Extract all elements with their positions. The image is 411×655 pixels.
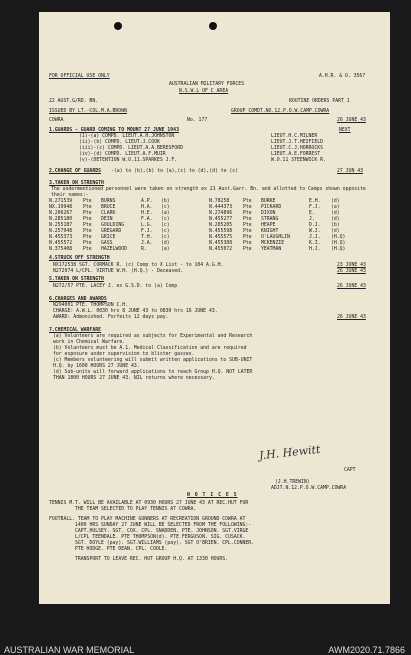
tos-cell: GRICE [101,235,116,240]
punch-hole [209,22,217,30]
tos-cell: MCKENZIE [261,241,285,246]
signatory-role: ADJT.N.12.P.O.W.CAMP.COWRA [271,486,347,491]
tos-cell: N.274896 [209,211,233,216]
notice-line: THE TEAM SELECTED TO PLAY TENNIS AT COWRA. [75,507,197,512]
tos-cell: Pte [83,205,92,210]
tos-cell: BURKE [261,199,276,204]
tos-cell: (a) [161,211,170,216]
chem-line: (a) Volunteers are required as subjects for Experimental and Research [53,334,253,339]
tos-cell: O'LAUGHLIN [261,235,290,240]
tos-cell: (c) [161,223,170,228]
issued-by: ISSUED BY LT.-COL.M.A.BROWN [49,109,127,114]
chem-line: H.Q. by 1600 HOURS 27 JUNE 43. [53,364,140,369]
tos-cell: DEIN [101,217,113,222]
tos-cell: (b) [161,199,170,204]
tos-cell: N.285180 [49,217,73,222]
tos-cell: N.455572 [49,241,73,246]
tos-cell: Pte [83,211,92,216]
signatory-name: (J.H.TREWIN) [275,480,310,485]
punch-hole [114,22,122,30]
chem-line: work in Chemical Warfare. [53,340,126,345]
section-guards-title: 1.GUARDS - GUARD COMING TO MOUNT 27 JUNE 1943 [49,128,179,133]
tos-cell: (d) [331,211,340,216]
tos-cell: BRUCE [101,205,116,210]
tos-cell: E. [309,211,315,216]
guard-right: LIEUT.J.T.HEIFIELD [271,140,323,145]
tos-cell: HAZELWOOD [101,247,127,252]
tos-cell: N.206267 [49,211,73,216]
tos-cell: J.A. [141,241,153,246]
tos-cell: (c) [161,235,170,240]
area-heading: N.S.W.L OF C AREA [179,89,229,94]
tos-cell: Pte [83,235,92,240]
tos-cell: (d) [161,241,170,246]
tos-cell: NX.19948 [49,205,73,210]
tos-cell: PICKARD [261,205,282,210]
tos-cell: (b) [331,223,340,228]
sos-date: 23 JUNE 43 [337,263,366,268]
section-tos-title: 3.TAKEN ON STRENGTH [49,181,104,186]
notice-line: TRANSPORT TO LEAVE REC. HUT GROUP H.Q. AT 1330 HOURS. [75,557,229,562]
tos-cell: N.455373 [49,235,73,240]
tos-intro: The undermentioned personnel were taken on strength ex 21 Aust.Garr. Bn. and allotted to Camps shown opposite their names:- [51,187,366,198]
tos-cell: N.205205 [209,223,233,228]
tos-cell: N.455072 [209,247,233,252]
chem-line: (c) Members volunteering will submit written applications to SUB-UNIT [53,358,253,363]
section-tos2-title: 5.TAKEN ON STRENGTH [49,277,104,282]
tos-cell: N.257048 [49,229,73,234]
tos-cell: L.G. [141,223,153,228]
sos-date-2: 26 JUNE 43 [337,269,366,274]
tos-cell: Pte [243,199,252,204]
charges-line: AWARD: Admonished. Forfeits 12 days pay. [53,315,169,320]
chem-line: (d) Sub-units will forward applications to reach Group H.Q. NOT LATER [53,370,253,375]
tos-cell: (c) [161,205,170,210]
tos-cell: J.J. [309,235,321,240]
sos-line: N272974 L/CPL. VIRTUE W.H. (H.Q.) - Deceased. [53,269,183,274]
guard-left: (1)-(a) COMPD. LIEUT.A.H.JOHNSTON [79,134,175,139]
change-date: 27 JUN 43 [337,169,363,174]
document-page [39,12,390,604]
notice-line: L/CPL TEENDALE. PTE THOMPSON(d). PTE FERGUSON. SIG. CUSACK. [75,535,246,540]
guard-right: LIEUT.H.C.MILNER [271,134,318,139]
place-name: COWRA [49,118,64,123]
tos-cell: W.J. [309,229,321,234]
guard-left: (v)-(DETENTION W.O.11.SPARKES J.F. [79,158,178,163]
notice-line: 1400 HRS SUNDAY 27 JUNE WILL BE SELECTED FROM THE FOLLOWING:- [75,523,252,528]
guard-right: LIEUT.C.J.HORROCKS [271,146,323,151]
orders-title: ROUTINE ORDERS PART 1 [289,99,350,104]
tos-cell: N.271539 [49,199,73,204]
caption-id: AWM2020.71.7866 [328,645,405,655]
tos-cell: T.H. [141,235,153,240]
sos-line: NX172538 SGT. CORMACK R. (c) Comp to X List - to 104 A.G.H. [53,263,224,268]
tos-cell: Pte [243,247,252,252]
tos-cell: (d) [331,199,340,204]
tos-cell: D.J. [309,223,321,228]
notice-line: PTE HODGE. PTE DEAN. CPL. COOLE. [75,547,168,552]
tos-cell: HEAPE [261,223,276,228]
tos-cell: K.I. [309,241,321,246]
tos-cell: (c) [161,217,170,222]
guard-left: (iv)-(d) COMPD. LIEUT.A.F.MUIR [79,152,166,157]
tos-cell: H.J. [309,247,321,252]
tos-cell: N.78258 [209,199,230,204]
tos-cell: R. [141,247,147,252]
notice-line: CAPT.HULSEY. SGT. COX. CPL. SNADDEN. PTE. JOHNSON. SGT.VIRGE [75,529,249,534]
tos-cell: (d) [331,217,340,222]
tos-cell: BURNS [101,199,116,204]
tos-cell: H.E. [141,211,153,216]
tos-cell: N.455308 [209,241,233,246]
tos-cell: N.455575 [209,235,233,240]
tos-cell: Pte [243,229,252,234]
official-use-label: FOR OFFICIAL USE ONLY [49,74,110,79]
order-number: No. 177 [187,118,208,123]
charges-line: N294001 PTE. THOMPSON C.H. [53,303,129,308]
tos-cell: Pte [83,229,92,234]
tos-cell: (d) [331,229,340,234]
guard-right: W.O.11 STEENWICK R. [271,158,326,163]
tos-cell: Pte [243,241,252,246]
tos-cell: N.444373 [209,205,233,210]
notice-line: TENNIS M.T. WILL BE AVAILABLE AT 0930 HOURS 27 JUNE 43 AT REC.HUT FOR [49,501,249,506]
notice-line: SGT. DOYLE (pay). SGT.WILLIAMS (pay). SGT O'BRIEN. CPL.CONNER. [75,541,255,546]
tos-cell: (H.Q) [331,241,346,246]
tos-cell: E.H. [309,199,321,204]
tos-cell: Pte [243,211,252,216]
notice-line: FOOTBALL. TEAM TO PLAY MACHINE GUNNERS AT RECREATION GROUND COWRA AT [49,517,246,522]
section-guards-next: NEXT [339,128,351,133]
tos-cell: (H.Q) [331,247,346,252]
caption-source: AUSTRALIAN WAR MEMORIAL [4,645,135,655]
forces-heading: AUSTRALIAN MILITARY FORCES [169,82,245,87]
tos-cell: YEATMAN [261,247,282,252]
tos-cell: Pte [83,241,92,246]
tos-cell: F.A. [141,217,153,222]
tos-cell: CLARK [101,211,116,216]
tos-cell: Pte [83,247,92,252]
tos-cell: J. [309,217,315,222]
tos-cell: Pte [243,217,252,222]
section-change-title: 2.CHANGE OF GUARDS [49,169,101,174]
tos-cell: N.455598 [209,229,233,234]
signature: J.H. Hewitt [258,442,321,463]
tos-cell: F.J. [309,205,321,210]
tos-cell: N.455277 [209,217,233,222]
change-text: -(a) to (b),(b) to (a),(c) to (d),(d) to (c) [111,169,239,174]
tos-cell: (H.Q) [331,235,346,240]
guard-left: (iii)-(c) COMPD. LIEUT.A.A.BERESFORD [79,146,183,151]
tos-cell: Pte [243,235,252,240]
tos-cell: Pte [83,217,92,222]
tos-cell: GASS [101,241,113,246]
tos-cell: GOULDING [101,223,125,228]
notices-title: N O T I C E S [187,493,238,498]
group-commandant: GROUP COMDT.NO.12.P.O.W.CAMP.COWRA [231,109,330,114]
unit-name: 22 AUST.G/RD. BN. [49,99,99,104]
caption-bar [0,604,411,653]
tos-cell: Pte [83,223,92,228]
chem-line: THAN 1800 HOURS 27 JUNE 43. NIL returns where necessary. [53,376,215,381]
tos-cell: Pte [83,199,92,204]
tos-cell: (c) [161,229,170,234]
ahr-reference: A.H.R. & O. 3567 [319,74,366,79]
section-sos-title: 4.STRUCK OFF STRENGTH [49,256,110,261]
tos-cell: N.375408 [49,247,73,252]
tos-cell: (a) [331,205,340,210]
tos-row [49,247,384,253]
tos2-date: 26 JUNE 43 [337,284,366,289]
tos-cell: Pte [243,205,252,210]
charges-line: CHARGE: A.W.L. 0030 hrs 8 JUNE 43 to 0830 hrs 16 JUNE 43. [53,309,218,314]
tos-cell: STRANG [261,217,279,222]
tos-cell: DIXON [261,211,276,216]
signatory-rank: CAPT [344,468,356,473]
tos2-line: N272/57 PTE. LACEY J. ex G.S.D. to (a) Comp [53,284,178,289]
tos-cell: H.A. [141,205,153,210]
tos-cell: Pte [243,223,252,228]
tos-cell: (a) [161,247,170,252]
chem-line: (b) Volunteers must be A.1. Medical Classification and are required [53,346,247,351]
guard-left: (ii)-(b) COMPD. LIEUT.J.COOK [79,140,160,145]
section-chemical-title: 7.CHEMICAL WARFARE [49,328,101,333]
section-charges-title: 6.CHARGES AND AWARDS [49,297,107,302]
chem-line: for exposure under supervision to blister gasses. [53,352,195,357]
order-date: 26 JUNE 43 [337,118,366,123]
guard-right: LIEUT.A.E.FORREST [271,152,321,157]
tos-cell: F.J. [141,229,153,234]
tos-cell: N.255187 [49,223,73,228]
tos-cell: A.P. [141,199,153,204]
tos-cell: KNIGHT [261,229,279,234]
tos-cell: GREGARD [101,229,122,234]
charges-date: 26 JUNE 43 [337,315,366,320]
